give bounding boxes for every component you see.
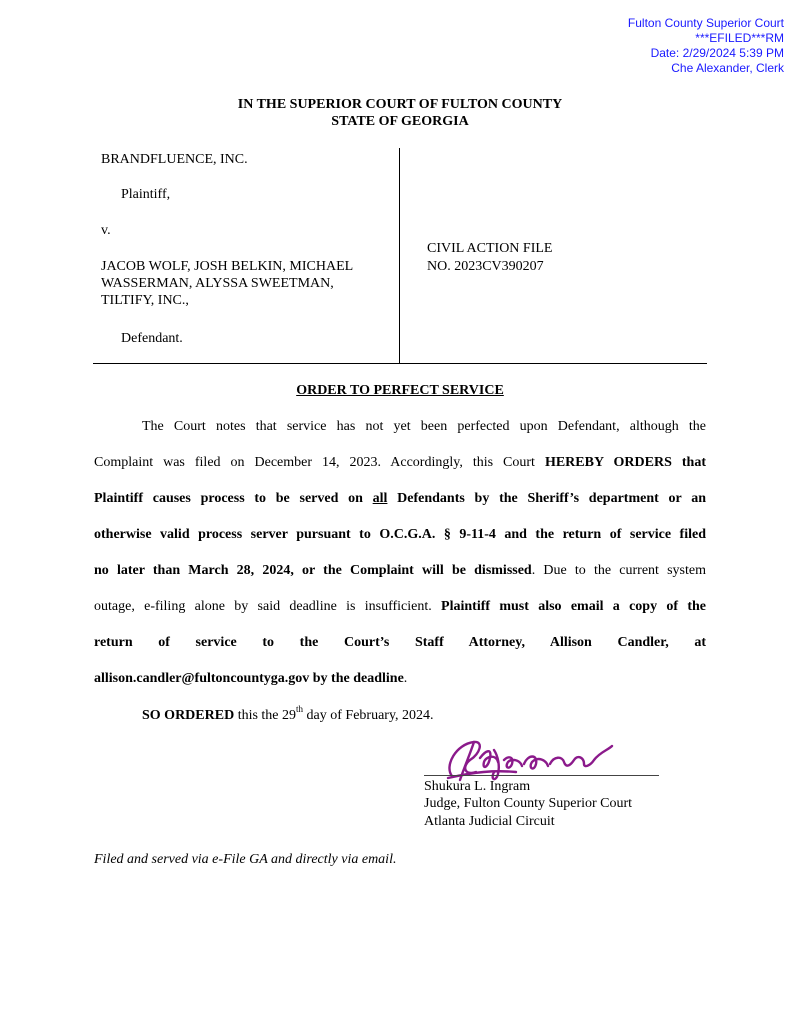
order-line-1: The Court notes that service has not yet been perfected upon Defendant, although the [142, 419, 706, 434]
ordinal-suffix: th [296, 704, 304, 715]
stamp-date: Date: 2/29/2024 5:39 PM [650, 46, 784, 60]
order-text-underlined: all [372, 491, 388, 506]
so-ordered-text: this the 29 [234, 708, 297, 723]
order-text-bold: allison.candler@fultoncountyga.gov by the deadline [94, 671, 404, 686]
order-line-4: otherwise valid process server pursuant to O.C.G.A. § 9-11-4 and the return of service filed [94, 527, 706, 542]
order-title: ORDER TO PERFECT SERVICE [296, 383, 504, 398]
signature-line [424, 775, 659, 776]
order-text: outage, e-filing alone by said deadline is insufficient. [94, 599, 442, 614]
plaintiff-name: BRANDFLUENCE, INC. [101, 152, 248, 167]
judge-name: Shukura L. Ingram [424, 779, 531, 794]
order-line-3 [94, 490, 706, 507]
case-number: NO. 2023CV390207 [427, 259, 544, 274]
order-text-bold: HEREBY ORDERS that [544, 455, 706, 470]
defendants-line-1: JACOB WOLF, JOSH BELKIN, MICHAEL [101, 259, 354, 274]
stamp-clerk: Che Alexander, Clerk [671, 61, 784, 75]
stamp-efiled: ***EFILED***RM [695, 31, 784, 45]
order-text-bold: Plaintiff must also email a copy of the [441, 599, 706, 614]
order-text-bold: Defendants by the Sheriff’s department or an [387, 491, 706, 506]
service-note: Filed and served via e-File GA and directly via email. [94, 852, 397, 867]
stamp-court: Fulton County Superior Court [627, 16, 784, 30]
order-line-8 [94, 670, 706, 687]
defendants-line-2: WASSERMAN, ALYSSA SWEETMAN, [101, 276, 334, 291]
judicial-circuit: Atlanta Judicial Circuit [424, 814, 555, 829]
efiling-stamp [628, 16, 784, 76]
defendants-line-3: TILTIFY, INC., [101, 293, 189, 308]
case-label: CIVIL ACTION FILE [427, 241, 553, 256]
order-line-2 [94, 454, 706, 471]
so-ordered-line [142, 704, 434, 724]
defendant-label: Defendant. [121, 331, 183, 346]
plaintiff-label: Plaintiff, [121, 187, 171, 202]
order-text-bold: Plaintiff causes process to be served on [94, 491, 373, 506]
order-line-6 [94, 598, 706, 615]
court-name: IN THE SUPERIOR COURT OF FULTON COUNTY [237, 97, 563, 112]
court-heading [0, 96, 800, 130]
signature-block [424, 736, 664, 836]
order-text: . [403, 671, 408, 686]
caption-divider [399, 148, 400, 364]
order-line-5 [94, 562, 706, 579]
caption-rule [93, 363, 707, 364]
order-text: Complaint was filed on December 14, 2023. Accordingly, this Court [94, 455, 545, 470]
judge-title: Judge, Fulton County Superior Court [424, 796, 633, 811]
court-state: STATE OF GEORGIA [331, 114, 469, 129]
order-text-bold: no later than March 28, 2024, or the Complaint will be dismissed [94, 563, 532, 578]
versus: v. [101, 223, 111, 238]
so-ordered-label: SO ORDERED [142, 708, 235, 723]
so-ordered-date: day of February, 2024. [303, 708, 434, 723]
order-text: . Due to the current system [531, 563, 706, 578]
case-caption [93, 148, 707, 364]
order-line-7: return of service to the Court’s Staff Attorney, Allison Candler, at [94, 635, 706, 650]
